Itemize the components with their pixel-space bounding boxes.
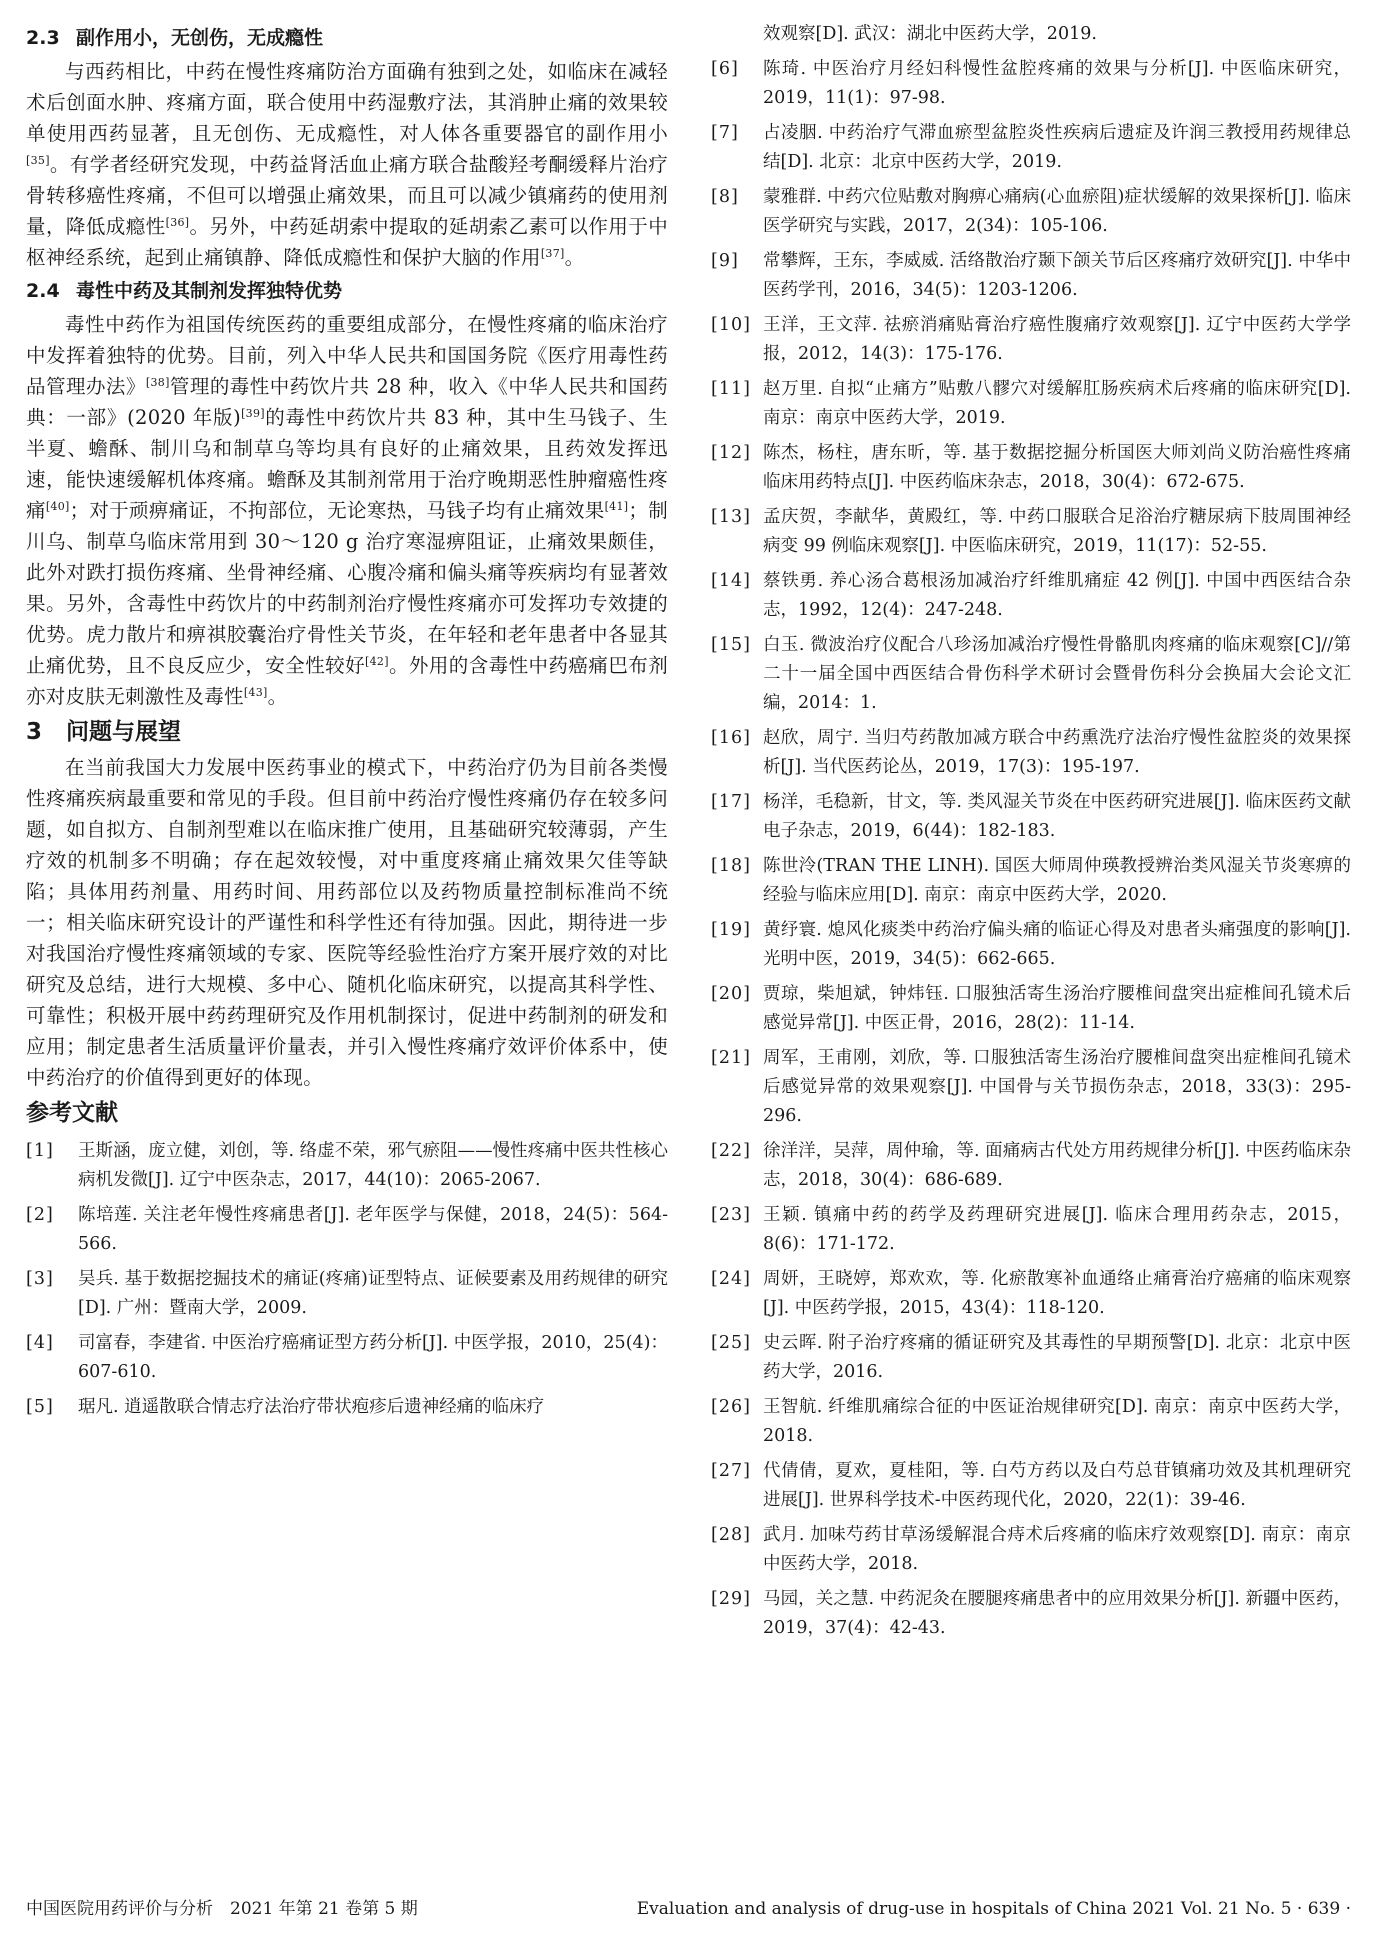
- reference-text: 赵欣，周宁. 当归芍药散加减方联合中药熏洗疗法治疗慢性盆腔炎的效果探析[J]. 当代医药论丛，2019，17(3)：195-197.: [763, 728, 1351, 777]
- reference-item: [711, 1201, 1351, 1259]
- reference-item: [711, 1137, 1351, 1195]
- reference-text: 蒙雅群. 中药穴位贴敷对胸痹心痛病(心血瘀阻)症状缓解的效果探析[J]. 临床医学研究与实践，2017，2(34)：105-106.: [763, 187, 1351, 236]
- reference-number: [15]: [711, 635, 751, 655]
- reference-text: 司富春，李建省. 中医治疗癌痛证型方药分析[J]. 中医学报，2010，25(4)：607-610.: [78, 1333, 668, 1382]
- reference-item: [26, 1137, 668, 1195]
- reference-number: [17]: [711, 792, 751, 812]
- reference-text: 杨洋，毛稳新，甘文，等. 类风湿关节炎在中医药研究进展[J]. 临床医药文献电子杂志，2019，6(44)：182-183.: [763, 792, 1351, 841]
- citation[interactable]: [35]: [26, 154, 50, 167]
- reference-number: [28]: [711, 1525, 751, 1545]
- reference-item: [711, 1457, 1351, 1515]
- citation[interactable]: [42]: [365, 655, 389, 668]
- reference-item: [711, 1585, 1351, 1643]
- citation[interactable]: [43]: [243, 686, 268, 699]
- citation[interactable]: [41]: [604, 500, 629, 513]
- reference-item: [711, 1521, 1351, 1579]
- citation[interactable]: [40]: [45, 500, 70, 513]
- reference-number: [1]: [26, 1141, 54, 1161]
- reference-item: [711, 55, 1351, 113]
- reference-item: [711, 375, 1351, 433]
- reference-text: 徐洋洋，吴萍，周仲瑜，等. 面痛病古代处方用药规律分析[J]. 中医药临床杂志，2018，30(4)：686-689.: [763, 1141, 1351, 1190]
- reference-number: [18]: [711, 856, 751, 876]
- right-column: [711, 20, 1351, 1649]
- reference-item: [26, 1201, 668, 1259]
- references-heading: 参考文献: [26, 1100, 118, 1126]
- reference-item: [26, 1265, 668, 1323]
- reference-number: [26]: [711, 1397, 751, 1417]
- reference-item: [711, 247, 1351, 305]
- reference-item: [711, 567, 1351, 625]
- section-2-4-paragraph: 毒性中药作为祖国传统医药的重要组成部分，在慢性疼痛的临床治疗中发挥着独特的优势。目前，列入中华人民共和国国务院《医疗用毒性药品管理办法》[38]管理的毒性中药饮片共 28 种，收入《中华人民共和国药典：一部》(2020 年版)[39]的毒性中药饮片共 83 种，其中生马钱子、生半夏、蟾酥、制川乌和制草乌等均具有良好的止痛效果，且药效发挥迅速，能快速缓解机体疼痛。蟾酥及其制剂常用于治疗晚期恶性肿瘤癌性疼痛[40]；对于顽痹痛证，不拘部位，无论寒热，马钱子均有止痛效果[41]；制川乌、制草乌临床常用到 30～120 g 治疗寒湿痹阻证，止痛效果颇佳，此外对跌打损伤疼痛、坐骨神经痛、心腹冷痛和偏头痛等疾病均有显著效果。另外，含毒性中药饮片的中药制剂治疗慢性疼痛亦可发挥功专效捷的优势。虎力散片和痹祺胶囊治疗骨性关节炎，在年轻和老年患者中各显其止痛优势，且不良反应少，安全性较好[42]。外用的含毒性中药癌痛巴布剂亦对皮肤无刺激性及毒性[43]。: [26, 313, 669, 708]
- reference-text: 武月. 加味芍药甘草汤缓解混合痔术后疼痛的临床疗效观察[D]. 南京：南京中医药大学，2018.: [763, 1525, 1351, 1574]
- reference-number: [21]: [711, 1048, 751, 1068]
- reference-text: 王智航. 纤维肌痛综合征的中医证治规律研究[D]. 南京：南京中医药大学，2018.: [763, 1397, 1351, 1446]
- reference-item: [711, 980, 1351, 1038]
- reference-text: 王斯涵，庞立健，刘创，等. 络虚不荣，邪气瘀阻——慢性疼痛中医共性核心病机发微[J]. 辽宁中医杂志，2017，44(10)：2065-2067.: [78, 1141, 668, 1190]
- reference-number: [4]: [26, 1333, 54, 1353]
- reference-number: [23]: [711, 1205, 751, 1225]
- reference-number: [24]: [711, 1269, 751, 1289]
- section-3-heading: [26, 712, 668, 752]
- section-2-3-paragraph: 与西药相比，中药在慢性疼痛防治方面确有独到之处，如临床在减轻术后创面水肿、疼痛方面，联合使用中药湿敷疗法，其消肿止痛的效果较单使用西药显著，且无创伤、无成瘾性，对人体各重要器官的副作用小[35]。有学者经研究发现，中药益肾活血止痛方联合盐酸羟考酮缓释片治疗骨转移癌性疼痛，不但可以增强止痛效果，而且可以减少镇痛药的使用剂量，降低成瘾性[36]。另外，中药延胡索中提取的延胡索乙素可以作用于中枢神经系统，起到止痛镇静、降低成瘾性和保护大脑的作用[37]。: [26, 60, 669, 269]
- citation[interactable]: [39]: [241, 407, 265, 420]
- reference-text: 陈培莲. 关注老年慢性疼痛患者[J]. 老年医学与保健，2018，24(5)：564-566.: [78, 1205, 668, 1254]
- reference-text: 黄纾寰. 熄风化痰类中药治疗偏头痛的临证心得及对患者头痛强度的影响[J]. 光明中医，2019，34(5)：662-665.: [763, 920, 1351, 969]
- reference-number: [11]: [711, 379, 751, 399]
- reference-item: [711, 1329, 1351, 1387]
- section-2-4-heading: [26, 273, 668, 309]
- reference-text: 白玉. 微波治疗仪配合八珍汤加减治疗慢性骨骼肌肉疼痛的临床观察[C]//第二十一届全国中西医结合骨伤科学术研讨会暨骨伤科分会换届大会论文汇编，2014：1.: [763, 635, 1351, 713]
- citation[interactable]: [38]: [145, 376, 170, 389]
- reference-text: 吴兵. 基于数据挖掘技术的痛证(疼痛)证型特点、证候要素及用药规律的研究[D]. 广州：暨南大学，2009.: [78, 1269, 668, 1318]
- reference-number: [9]: [711, 251, 739, 271]
- journal-info-chinese: 中国医院用药评价与分析 2021 年第 21 卷第 5 期: [26, 1899, 418, 1919]
- reference-text: 孟庆贺，李献华，黄殿红，等. 中药口服联合足浴治疗糖尿病下肢周围神经病变 99 例临床观察[J]. 中医临床研究，2019，11(17)：52-55.: [763, 507, 1351, 556]
- reference-number: [3]: [26, 1269, 54, 1289]
- reference-text: 陈琦. 中医治疗月经妇科慢性盆腔疼痛的效果与分析[J]. 中医临床研究，2019，11(1)：97-98.: [763, 59, 1351, 108]
- reference-number: [27]: [711, 1461, 751, 1481]
- section-number: 3: [26, 719, 43, 745]
- reference-number: [10]: [711, 315, 751, 335]
- reference-number: [8]: [711, 187, 739, 207]
- reference-item: [711, 183, 1351, 241]
- reference-number: [14]: [711, 571, 751, 591]
- reference-text: 王颖. 镇痛中药的药学及药理研究进展[J]. 临床合理用药杂志，2015，8(6)：171-172.: [763, 1205, 1351, 1254]
- section-number: 2.3: [26, 27, 60, 49]
- section-number: 2.4: [26, 280, 60, 302]
- section-title: 毒性中药及其制剂发挥独特优势: [76, 280, 343, 302]
- reference-text: 王洋，王文萍. 祛瘀消痛贴膏治疗癌性腹痛疗效观察[J]. 辽宁中医药大学学报，2012，14(3)：175-176.: [763, 315, 1351, 364]
- reference-number: [29]: [711, 1589, 751, 1609]
- reference-number: [13]: [711, 507, 751, 527]
- reference-number: [25]: [711, 1333, 751, 1353]
- reference-text: 琚凡. 逍遥散联合情志疗法治疗带状疱疹后遗神经痛的临床疗: [78, 1397, 545, 1417]
- reference-item: [711, 439, 1351, 497]
- reference-item: [26, 1329, 668, 1387]
- reference-text: 史云晖. 附子治疗疼痛的循证研究及其毒性的早期预警[D]. 北京：北京中医药大学，2016.: [763, 1333, 1351, 1382]
- reference-item: [711, 1044, 1351, 1131]
- reference-number: [22]: [711, 1141, 751, 1161]
- section-2-3-heading: [26, 20, 668, 56]
- section-title: 问题与展望: [66, 719, 181, 745]
- reference-item: [711, 1393, 1351, 1451]
- reference-item: [711, 788, 1351, 846]
- reference-item: [711, 631, 1351, 718]
- reference-number: [19]: [711, 920, 751, 940]
- reference-text: 陈杰，杨柱，唐东昕，等. 基于数据挖掘分析国医大师刘尚义防治癌性疼痛临床用药特点[J]. 中医药临床杂志，2018，30(4)：672-675.: [763, 443, 1351, 492]
- reference-number: [7]: [711, 123, 739, 143]
- reference-item: [711, 724, 1351, 782]
- reference-text: 常攀辉，王东，李威威. 活络散治疗颞下颌关节后区疼痛疗效研究[J]. 中华中医药学刊，2016，34(5)：1203-1206.: [763, 251, 1351, 300]
- page-footer: [26, 1895, 1351, 1923]
- reference-item: [711, 1265, 1351, 1323]
- left-column: [26, 20, 668, 1428]
- section-3-paragraph: 在当前我国大力发展中医药事业的模式下，中药治疗仍为目前各类慢性疼痛疾病最重要和常见的手段。但目前中药治疗慢性疼痛仍存在较多问题，如自拟方、自制剂型难以在临床推广使用，且基础研究较薄弱，产生疗效的机制多不明确；存在起效较慢，对中重度疼痛止痛效果欠佳等缺陷；具体用药剂量、用药时间、用药部位以及药物质量控制标准尚不统一；相关临床研究设计的严谨性和科学性还有待加强。因此，期待进一步对我国治疗慢性疼痛领域的专家、医院等经验性治疗方案开展疗效的对比研究及总结，进行大规模、多中心、随机化临床研究，以提高其科学性、可靠性；积极开展中药药理研究及作用机制探讨，促进中药制剂的研发和应用；制定患者生活质量评价量表，并引入慢性疼痛疗效评价体系中，使中药治疗的价值得到更好的体现。: [26, 756, 668, 1089]
- reference-item: [711, 119, 1351, 177]
- reference-number: [16]: [711, 728, 751, 748]
- reference-text: 占凌胭. 中药治疗气滞血瘀型盆腔炎性疾病后遗症及许润三教授用药规律总结[D]. 北京：北京中医药大学，2019.: [763, 123, 1351, 172]
- citation[interactable]: [36]: [165, 216, 190, 229]
- reference-item: [26, 1393, 668, 1422]
- reference-text: 马园，关之慧. 中药泥灸在腰腿疼痛患者中的应用效果分析[J]. 新疆中医药，2019，37(4)：42-43.: [763, 1589, 1351, 1638]
- reference-number: [6]: [711, 59, 739, 79]
- reference-text: 贾琼，柴旭斌，钟炜钰. 口服独活寄生汤治疗腰椎间盘突出症椎间孔镜术后感觉异常[J]. 中医正骨，2016，28(2)：11-14.: [763, 984, 1351, 1033]
- reference-text: 周军，王甫刚，刘欣，等. 口服独活寄生汤治疗腰椎间盘突出症椎间孔镜术后感觉异常的效果观察[J]. 中国骨与关节损伤杂志，2018，33(3)：295-296.: [763, 1048, 1351, 1126]
- reference-item: [711, 311, 1351, 369]
- reference-text: 周妍，王晓婷，郑欢欢，等. 化瘀散寒补血通络止痛膏治疗癌痛的临床观察[J]. 中医药学报，2015，43(4)：118-120.: [763, 1269, 1351, 1318]
- reference-text: 蔡铁勇. 养心汤合葛根汤加减治疗纤维肌痛症 42 例[J]. 中国中西医结合杂志，1992，12(4)：247-248.: [763, 571, 1351, 620]
- section-title: 副作用小，无创伤，无成瘾性: [76, 27, 324, 49]
- reference-number: [2]: [26, 1205, 54, 1225]
- references-list-left: [26, 1137, 668, 1422]
- reference-text: 陈世泠(TRAN THE LINH). 国医大师周仲瑛教授辨治类风湿关节炎寒痹的经验与临床应用[D]. 南京：南京中医药大学，2020.: [763, 856, 1351, 905]
- reference-continuation: 效观察[D]. 武汉：湖北中医药大学，2019.: [763, 24, 1097, 44]
- reference-text: 赵万里. 自拟“止痛方”贴敷八髎穴对缓解肛肠疾病术后疼痛的临床研究[D]. 南京：南京中医药大学，2019.: [763, 379, 1351, 428]
- journal-info-english: Evaluation and analysis of drug-use in hospitals of China 2021 Vol. 21 No. 5 · 639 ·: [636, 1899, 1351, 1919]
- reference-text: 代倩倩，夏欢，夏桂阳，等. 白芍方药以及白芍总苷镇痛功效及其机理研究进展[J]. 世界科学技术-中医药现代化，2020，22(1)：39-46.: [763, 1461, 1351, 1510]
- reference-item: [711, 503, 1351, 561]
- reference-number: [20]: [711, 984, 751, 1004]
- reference-item: [711, 916, 1351, 974]
- citation[interactable]: [37]: [540, 247, 565, 260]
- reference-number: [12]: [711, 443, 751, 463]
- reference-item: [711, 852, 1351, 910]
- reference-number: [5]: [26, 1397, 54, 1417]
- references-list-right: [711, 55, 1351, 1643]
